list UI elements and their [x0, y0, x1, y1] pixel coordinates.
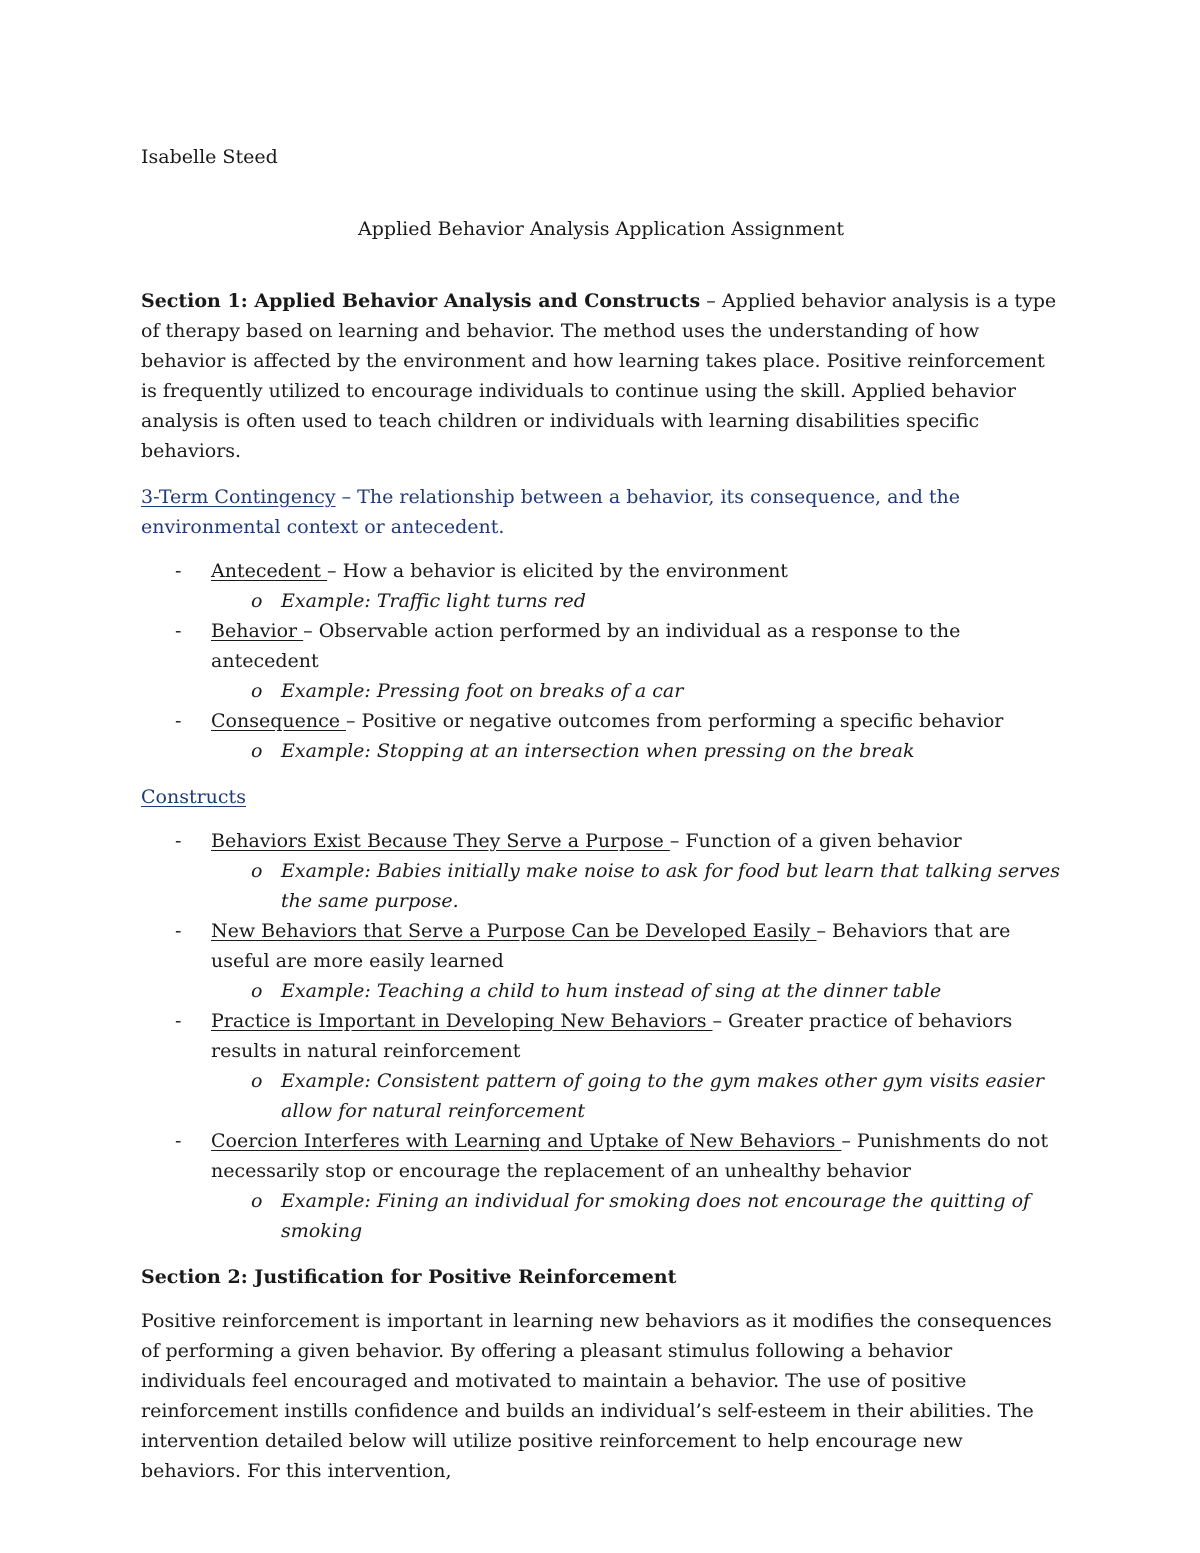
- section1-body: Applied behavior analysis is a type of therapy based on learning and behavior. The method uses the understanding of how behavior is affected by the environment and how learning takes place. Positive reinforcement is frequently utilized to encourage individuals to continue using the skill. Applied behavior analysis is often used to teach children or individuals with learning disabilities specific behaviors.: [141, 290, 1057, 462]
- dash-bullet: -: [175, 1010, 182, 1032]
- o-bullet: o: [251, 1070, 263, 1092]
- section1-paragraph: [141, 286, 1061, 466]
- constructs-list: [141, 826, 1061, 1246]
- document-title: Applied Behavior Analysis Application Assignment: [358, 218, 844, 240]
- section2-body: Positive reinforcement is important in learning new behaviors as it modifies the consequences of performing a given behavior. By offering a pleasant stimulus following a behavior individuals feel encouraged and motivated to maintain a behavior. The use of positive reinforcement instills confidence and builds an individual’s self-esteem in their abilities. The intervention detailed below will utilize positive reinforcement to help encourage new behaviors. For this intervention,: [141, 1310, 1052, 1482]
- dash-bullet: -: [175, 620, 182, 642]
- item-definition: – Behaviors that are useful are more easily learned: [211, 920, 1011, 972]
- item-term: Antecedent: [211, 560, 328, 582]
- item-definition: – Function of a given behavior: [669, 830, 962, 852]
- document-body: [141, 142, 1061, 1486]
- list-item: [141, 616, 1061, 676]
- example-text: Example: Teaching a child to hum instead of sing at the dinner table: [281, 980, 942, 1002]
- contingency-paragraph: [141, 482, 1061, 542]
- example-item: [141, 976, 1061, 1006]
- item-term: Behaviors Exist Because They Serve a Purpose: [211, 830, 670, 852]
- example-item: [141, 676, 1061, 706]
- o-bullet: o: [251, 680, 263, 702]
- item-definition: – Punishments do not necessarily stop or encourage the replacement of an unhealthy behavior: [211, 1130, 1049, 1182]
- list-item: [141, 1126, 1061, 1186]
- item-term: Coercion Interferes with Learning and Uptake of New Behaviors: [211, 1130, 842, 1152]
- example-text: Example: Babies initially make noise to ask for food but learn that talking serves the same purpose.: [281, 860, 1060, 912]
- contingency-list: [141, 556, 1061, 766]
- o-bullet: o: [251, 1190, 263, 1212]
- example-text: Example: Fining an individual for smoking does not encourage the quitting of smoking: [281, 1190, 1031, 1242]
- example-item: [141, 736, 1061, 766]
- example-text: Example: Stopping at an intersection when pressing on the break: [281, 740, 915, 762]
- example-text: Example: Pressing foot on breaks of a car: [281, 680, 684, 702]
- section2-heading-paragraph: [141, 1262, 1061, 1292]
- list-item: [141, 556, 1061, 586]
- example-item: [141, 856, 1061, 916]
- item-definition: – Observable action performed by an individual as a response to the antecedent: [211, 620, 961, 672]
- o-bullet: o: [251, 740, 263, 762]
- list-item: [141, 916, 1061, 976]
- contingency-definition: – The relationship between a behavior, its consequence, and the environmental context or antecedent.: [141, 486, 961, 538]
- o-bullet: o: [251, 590, 263, 612]
- dash-bullet: -: [175, 560, 182, 582]
- dash-bullet: -: [175, 710, 182, 732]
- example-item: [141, 1066, 1061, 1126]
- section1-heading: Section 1: Applied Behavior Analysis and Constructs: [141, 290, 701, 312]
- item-term: Behavior: [211, 620, 304, 642]
- dash-bullet: -: [175, 830, 182, 852]
- contingency-term: 3-Term Contingency: [141, 486, 336, 508]
- section1-separator: –: [700, 290, 722, 312]
- o-bullet: o: [251, 860, 263, 882]
- list-item: [141, 826, 1061, 856]
- list-item: [141, 706, 1061, 736]
- list-item: [141, 1006, 1061, 1066]
- example-text: Example: Consistent pattern of going to the gym makes other gym visits easier allow for natural reinforcement: [281, 1070, 1044, 1122]
- example-item: [141, 1186, 1061, 1246]
- dash-bullet: -: [175, 1130, 182, 1152]
- item-term: Practice is Important in Developing New Behaviors: [211, 1010, 713, 1032]
- item-definition: – Positive or negative outcomes from performing a specific behavior: [346, 710, 1004, 732]
- item-definition: – How a behavior is elicited by the environment: [327, 560, 788, 582]
- dash-bullet: -: [175, 920, 182, 942]
- example-item: [141, 586, 1061, 616]
- item-term: New Behaviors that Serve a Purpose Can be Developed Easily: [211, 920, 817, 942]
- o-bullet: o: [251, 980, 263, 1002]
- item-term: Consequence: [211, 710, 347, 732]
- constructs-heading: Constructs: [141, 786, 246, 808]
- author-name: Isabelle Steed: [141, 146, 278, 168]
- item-definition: – Greater practice of behaviors results in natural reinforcement: [211, 1010, 1013, 1062]
- constructs-heading-paragraph: [141, 782, 1061, 812]
- section2-heading: Section 2: Justification for Positive Reinforcement: [141, 1266, 677, 1288]
- example-text: Example: Traffic light turns red: [281, 590, 586, 612]
